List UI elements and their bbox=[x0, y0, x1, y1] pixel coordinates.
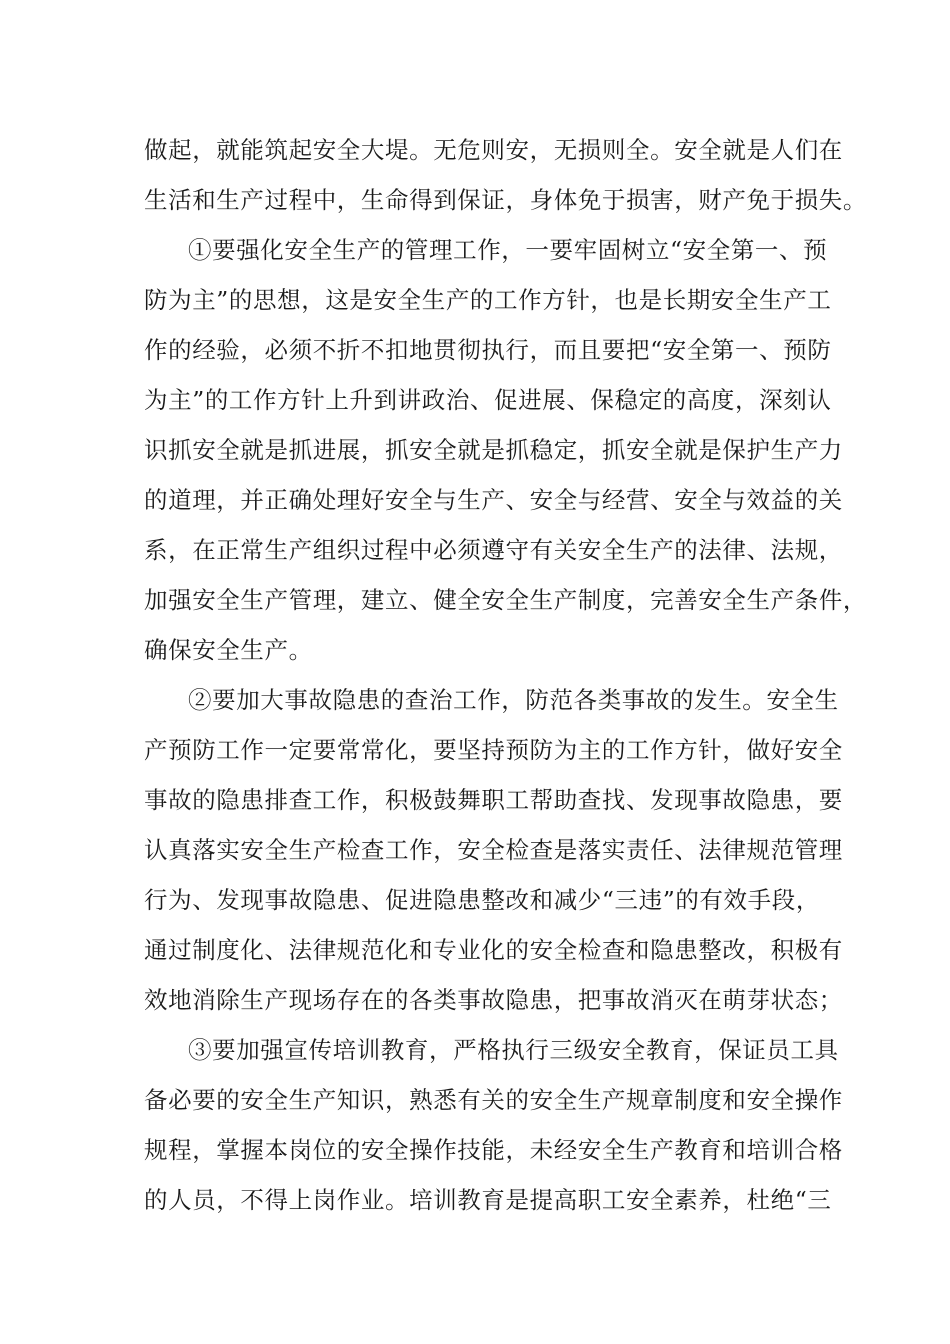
paragraph-first-line: ①要强化安全生产的管理工作，一要牢固树立“安全第一、预 bbox=[188, 236, 828, 264]
text-line: 防为主”的思想，这是安全生产的工作方针，也是长期安全生产工 bbox=[144, 286, 832, 314]
text-line: 生活和生产过程中，生命得到保证，身体免于损害，财产免于损失。 bbox=[144, 186, 867, 214]
paragraph-first-line: ②要加大事故隐患的查治工作，防范各类事故的发生。安全生 bbox=[188, 686, 839, 714]
text-line: 确保安全生产。 bbox=[144, 636, 313, 664]
paragraph-first-line: ③要加强宣传培训教育，严格执行三级安全教育，保证员工具 bbox=[188, 1036, 839, 1064]
text-line: 产预防工作一定要常常化，要坚持预防为主的工作方针，做好安全 bbox=[144, 736, 843, 764]
text-line: 的人员，不得上岗作业。培训教育是提高职工安全素养，杜绝“三 bbox=[144, 1186, 832, 1214]
text-line: 的道理，并正确处理好安全与生产、安全与经营、安全与效益的关 bbox=[144, 486, 843, 514]
text-line: 识抓安全就是抓进展，抓安全就是抓稳定，抓安全就是保护生产力 bbox=[144, 436, 843, 464]
text-line: 认真落实安全生产检查工作，安全检查是落实责任、法律规范管理 bbox=[144, 836, 843, 864]
text-line: 为主”的工作方针上升到讲政治、促进展、保稳定的高度，深刻认 bbox=[144, 386, 832, 414]
text-line: 效地消除生产现场存在的各类事故隐患，把事故消灭在萌芽状态； bbox=[144, 986, 843, 1014]
text-line: 通过制度化、法律规范化和专业化的安全检查和隐患整改，积极有 bbox=[144, 936, 843, 964]
text-line: 系，在正常生产组织过程中必须遵守有关安全生产的法律、法规， bbox=[144, 536, 843, 564]
text-line: 做起，就能筑起安全大堤。无危则安，无损则全。安全就是人们在 bbox=[144, 136, 843, 164]
text-line: 加强安全生产管理，建立、健全安全生产制度，完善安全生产条件， bbox=[144, 586, 867, 614]
text-line: 作的经验，必须不折不扣地贯彻执行，而且要把“安全第一、预防 bbox=[144, 336, 832, 364]
text-line: 规程，掌握本岗位的安全操作技能，未经安全生产教育和培训合格 bbox=[144, 1136, 843, 1164]
text-line: 备必要的安全生产知识，熟悉有关的安全生产规章制度和安全操作 bbox=[144, 1086, 843, 1114]
text-line: 事故的隐患排查工作，积极鼓舞职工帮助查找、发现事故隐患，要 bbox=[144, 786, 843, 814]
text-line: 行为、发现事故隐患、促进隐患整改和减少“三违”的有效手段， bbox=[144, 886, 820, 914]
